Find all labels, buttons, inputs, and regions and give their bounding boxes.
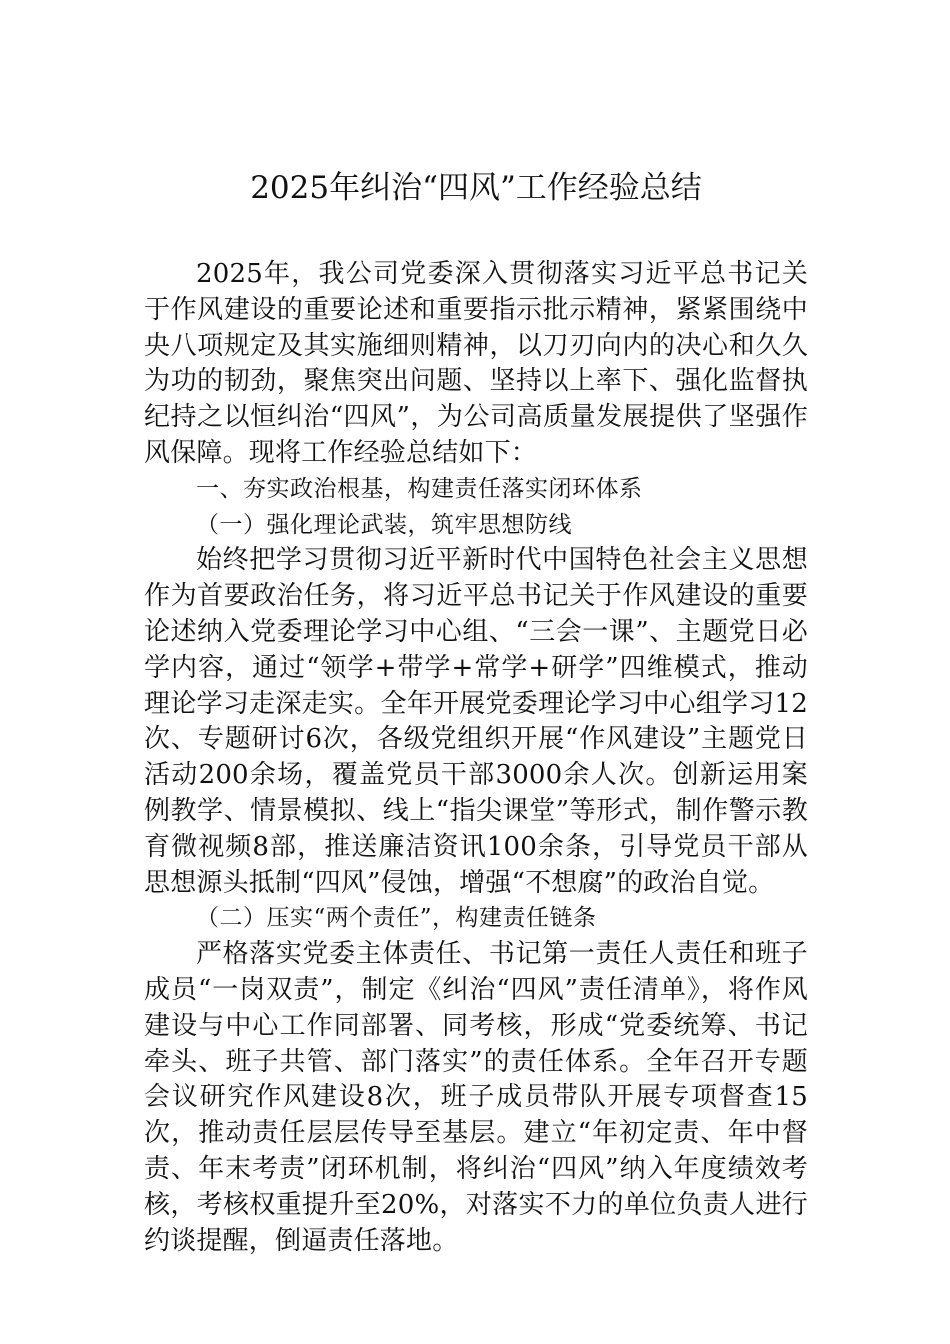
intro-paragraph: 2025年，我公司党委深入贯彻落实习近平总书记关于作风建设的重要论述和重要指示批示精神，紧紧围绕中央八项规定及其实施细则精神，以刀刃向内的决心和久久为功的韧劲，聚焦突出问题、坚持以上率下、强化监督执纪持之以恒纠治“四风”，为公司高质量发展提供了坚强作风保障。现将工作经验总结如下：	[144, 259, 808, 468]
subsection-2-heading: （二）压实“两个责任”，构建责任链条	[196, 905, 597, 932]
subsection-1-heading: （一）强化理论武装，筑牢思想防线	[196, 511, 572, 538]
document-body	[144, 257, 808, 1259]
section-1-heading: 一、夯实政治根基，构建责任落实闭环体系	[196, 475, 643, 502]
subsection-1-paragraph: 始终把学习贯彻习近平新时代中国特色社会主义思想作为首要政治任务，将习近平总书记关于作风建设的重要论述纳入党委理论学习中心组、“三会一课”、主题党日必学内容，通过“领学+带学+常学+研学”四维模式，推动理论学习走深走实。全年开展党委理论学习中心组学习12次、专题研讨6次，各级党组织开展“作风建设”主题党日活动200余场，覆盖党员干部3000余人次。创新运用案例教学、情景模拟、线上“指尖课堂”等形式，制作警示教育微视频8部，推送廉洁资讯100余条，引导党员干部从思想源头抵制“四风”侵蚀，增强“不想腐”的政治自觉。	[144, 545, 808, 898]
subsection-2-paragraph: 严格落实党委主体责任、书记第一责任人责任和班子成员“一岗双责”，制定《纠治“四风”责任清单》，将作风建设与中心工作同部署、同考核，形成“党委统筹、书记牵头、班子共管、部门落实”的责任体系。全年召开专题会议研究作风建设8次，班子成员带队开展专项督查15次，推动责任层层传导至基层。建立“年初定责、年中督责、年末考责”闭环机制，将纠治“四风”纳入年度绩效考核，考核权重提升至20%，对落实不力的单位负责人进行约谈提醒，倒逼责任落地。	[144, 939, 808, 1256]
document-title: 2025年纠治“四风”工作经验总结	[250, 170, 702, 206]
